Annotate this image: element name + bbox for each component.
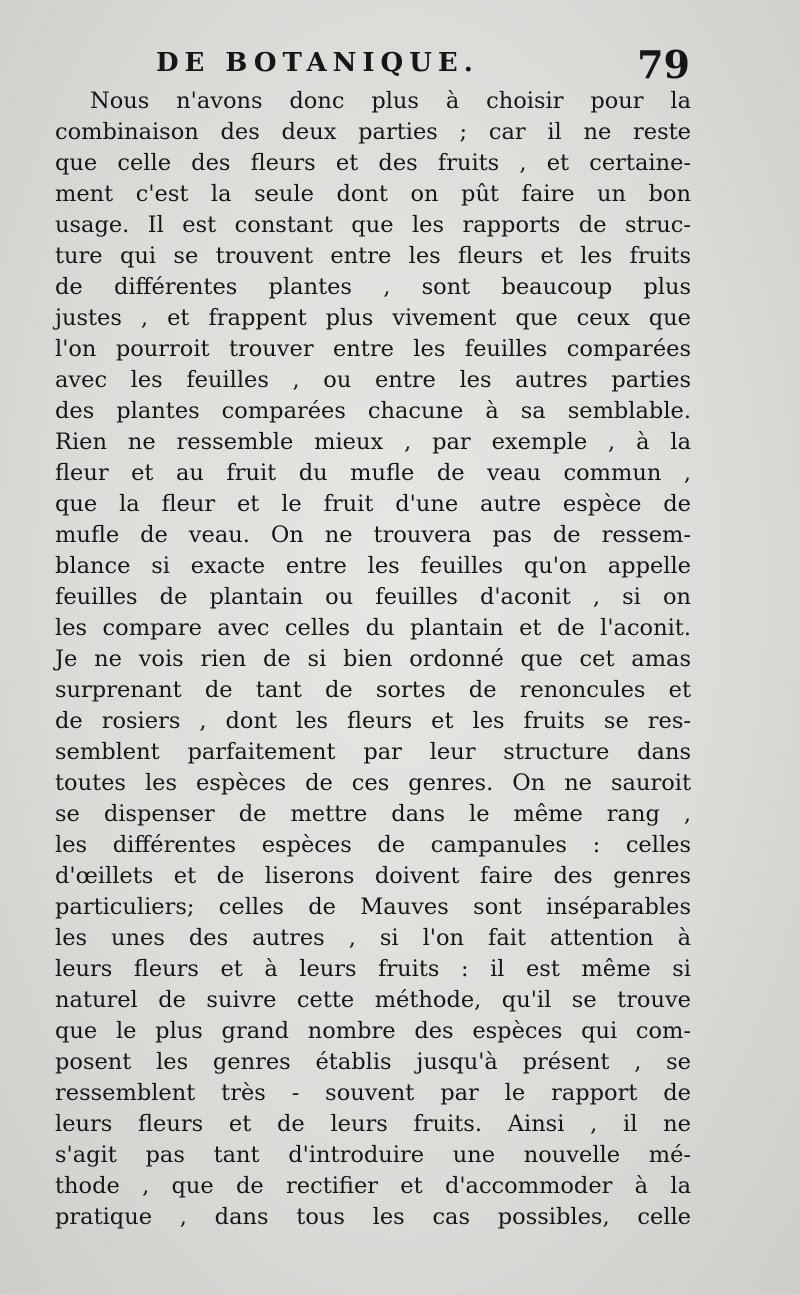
text-line: Rien ne ressemble mieux , par exemple , à la [55,429,691,455]
text-line: Je ne vois rien de si bien ordonné que cet amas [55,646,691,672]
text-line: blance si exacte entre les feuilles qu'on appelle [55,553,691,579]
text-line: des plantes comparées chacune à sa semblable. [55,398,691,424]
text-line: avec les feuilles , ou entre les autres parties [55,367,691,393]
text-line: thode , que de rectifier et d'accommoder à la [55,1173,691,1199]
text-line: feuilles de plantain ou feuilles d'aconit , si on [55,584,691,610]
text-line: se dispenser de mettre dans le même rang , [55,801,691,827]
text-line: pratique , dans tous les cas possibles, celle [55,1204,691,1230]
text-line: combinaison des deux parties ; car il ne reste [55,119,691,145]
text-line: les compare avec celles du plantain et de l'aconit. [55,615,691,641]
text-line: les différentes espèces de campanules : celles [55,832,691,858]
text-line: que le plus grand nombre des espèces qui com- [55,1018,691,1044]
text-line: de rosiers , dont les fleurs et les fruits se res- [55,708,691,734]
text-line: Nous n'avons donc plus à choisir pour la [90,88,691,114]
text-line: posent les genres établis jusqu'à présent , se [55,1049,691,1075]
text-line: toutes les espèces de ces genres. On ne sauroit [55,770,691,796]
running-head: DE BOTANIQUE. [156,48,479,78]
text-line: usage. Il est constant que les rapports de struc- [55,212,691,238]
page-number: 79 [637,42,690,87]
text-line: que la fleur et le fruit d'une autre espèce de [55,491,691,517]
text-line: ture qui se trouvent entre les fleurs et les fruits [55,243,691,269]
page-header [60,42,690,88]
text-line: l'on pourroit trouver entre les feuilles comparées [55,336,691,362]
text-line: les unes des autres , si l'on fait attention à [55,925,691,951]
text-line: ressemblent très - souvent par le rapport de [55,1080,691,1106]
text-line: ment c'est la seule dont on pût faire un bon [55,181,691,207]
text-line: de différentes plantes , sont beaucoup plus [55,274,691,300]
text-line: leurs fleurs et de leurs fruits. Ainsi , il ne [55,1111,691,1137]
text-line: particuliers; celles de Mauves sont inséparables [55,894,691,920]
text-line: justes , et frappent plus vivement que ceux que [55,305,691,331]
text-line: que celle des fleurs et des fruits , et certaine- [55,150,691,176]
text-line: surprenant de tant de sortes de renoncules et [55,677,691,703]
text-line: d'œillets et de liserons doivent faire des genres [55,863,691,889]
text-line: semblent parfaitement par leur structure dans [55,739,691,765]
text-line: mufle de veau. On ne trouvera pas de ressem- [55,522,691,548]
text-line: leurs fleurs et à leurs fruits : il est même si [55,956,691,982]
text-line: s'agit pas tant d'introduire une nouvelle mé- [55,1142,691,1168]
text-line: fleur et au fruit du mufle de veau commun , [55,460,691,486]
text-line: naturel de suivre cette méthode, qu'il se trouve [55,987,691,1013]
